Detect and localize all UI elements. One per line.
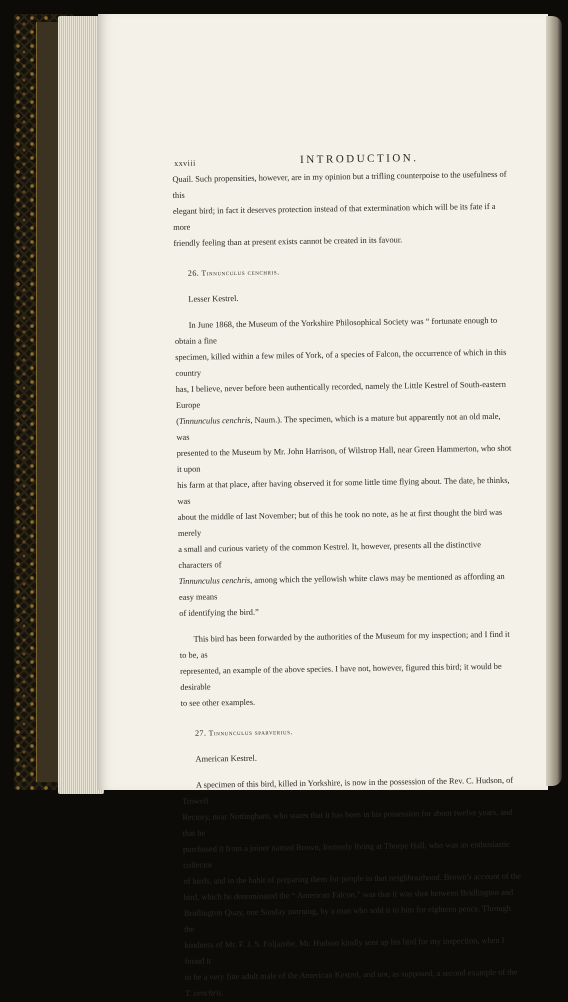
section-number: 27. <box>195 728 207 738</box>
species-name: cenchris. <box>247 267 280 277</box>
paragraph <box>182 773 520 810</box>
text-line: This bird has been forwarded by the authorities of the Museum for my inspection; and I find it to be, as <box>179 629 510 660</box>
section-number: 26. <box>187 268 200 278</box>
intro-paragraph <box>172 167 511 252</box>
text-line: In June 1868, the Museum of the Yorkshire Philosophical Society was “ fortunate enough to obtain a fine <box>174 315 498 346</box>
page-text <box>172 149 522 998</box>
text-line: his farm at that place, after having observed it for some little time flying about. The date, he thinks, was <box>177 475 510 506</box>
section-heading-27 <box>195 721 519 742</box>
section-heading-26 <box>188 261 512 282</box>
text-line <box>179 569 517 606</box>
text-span: Naum.). The specimen, which is a mature but apparently not an old male, was <box>176 411 501 442</box>
genus-name: Tinnunculus <box>201 267 246 278</box>
text-line: kindness of Mr. F. J. S. Foljambe, Mr. Hudson kindly sent up his bird for my inspection, when I found it <box>184 935 505 966</box>
text-line: has, I believe, never before been authentically recorded, namely the Little Kestrel of South-eastern Europe <box>175 379 506 410</box>
text-line: to see other examples. <box>180 697 256 708</box>
text-line <box>176 409 514 446</box>
page-number: xxviii <box>174 158 196 168</box>
text-line: Rectory, near Nottingham, who states that it has been in his possession for about twelve years, and that he <box>182 807 513 838</box>
text-line: of birds, and in the habit of preparing them for people in that neighbourhood. Brown's account of the <box>183 871 522 886</box>
text-line: Bridlington Quay, one Sunday morning, by a man who sold it to him for eighteen pence. Through the <box>183 903 512 934</box>
latin-name: T. cenchris. <box>185 988 224 998</box>
text-span: among which the yellowish white claws may be mentioned as affording an easy means <box>178 571 505 602</box>
paragraph <box>175 313 513 350</box>
text-line: Quail. Such propensities, however, are in my opinion but a trifling counterpoise to the usefulness of this <box>172 169 507 200</box>
common-name: Lesser Kestrel. <box>188 293 239 304</box>
text-line: elegant bird; in fact it deserves protection instead of that extermination which will be its fate if a more <box>172 201 496 232</box>
latin-name: Tinnunculus cenchris, <box>178 415 253 426</box>
text-line: of identifying the bird.” <box>179 607 259 618</box>
page-curl-shadow <box>546 16 562 786</box>
text-line: specimen, killed within a few miles of York, of a species of Falcon, the occurrence of which in this country <box>175 347 507 378</box>
text-line: purchased it from a joiner named Brown, formerly living at Thorpe Hall, who was an enthusiastic collector <box>182 839 511 870</box>
text-line: presented to the Museum by Mr. John Harrison, of Wilstrop Hall, near Green Hammerton, who shot it upon <box>176 443 512 474</box>
latin-name: Tinnunculus cenchris, <box>178 575 253 586</box>
common-name: American Kestrel. <box>195 753 257 764</box>
paragraph <box>180 627 518 664</box>
text-line: a small and curious variety of the common Kestrel. It, however, presents all the distinctive characters of <box>178 540 481 570</box>
genus-name: Tinnunculus <box>208 727 253 738</box>
text-line: friendly feeling than at present exists cannot be created in its favour. <box>173 235 403 248</box>
text-line: represented, an example of the above species. I have not, however, figured this bird; it would be desirable <box>180 661 502 692</box>
running-head: INTRODUCTION. <box>300 152 419 166</box>
text-line: about the middle of last November; but of this he took no note, as he at first thought the bird was merely <box>177 507 503 538</box>
species-name: sparverius. <box>254 727 294 737</box>
text-line: bird, which he denominated the “ American Falcon,” was that it was shot between Bridlington and <box>183 887 514 902</box>
text-span: ( <box>176 416 180 426</box>
text-line: to be a very fine adult male of the American Kestrel, and not, as supposed, a second example of the <box>184 967 518 982</box>
text-line: A specimen of this bird, killed in Yorkshire, is now in the possession of the Rev. C. Hudson, of Trowell <box>182 775 514 806</box>
